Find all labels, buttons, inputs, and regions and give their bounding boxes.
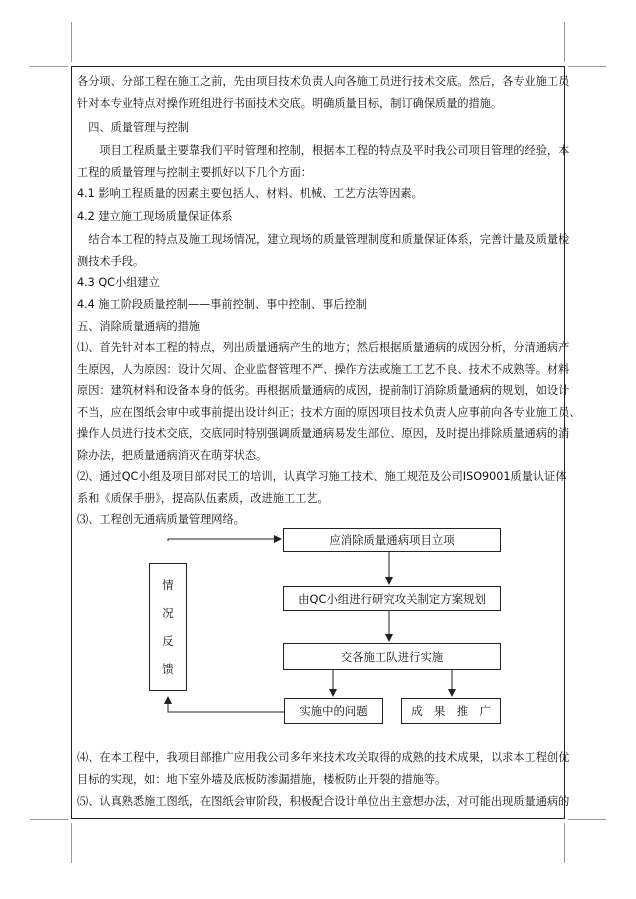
crop-mark-top-right-v — [564, 22, 565, 62]
flow-box-label: 应消除质量通病项目立项 — [329, 533, 455, 547]
crop-mark-bottom-left-v — [71, 823, 72, 863]
feedback-char: 馈 — [162, 662, 174, 676]
flow-box-label: 由QC小组进行研究攻关制定方案规划 — [298, 591, 486, 606]
section-heading-defect-elimination — [77, 316, 565, 338]
text-line: 四、质量管理与控制 — [77, 121, 189, 134]
paragraph-tech-disclosure — [77, 71, 570, 114]
text-line: 不当，应在图纸会审中或事前提出设计纠正；技术方面的原因项目技术负责人应事前向各专业施工员、 — [77, 405, 581, 419]
crop-mark-bottom-right-v — [564, 823, 565, 863]
text-line: 测技术手段。 — [77, 254, 145, 268]
paragraph-quality-system — [77, 229, 570, 272]
flow-box-label: 交各施工队进行实施 — [340, 649, 444, 664]
text-line: 结合本工程的特点及施工现场情况，建立现场的质量管理制度和质量保证体系，完善计量及质量检 — [77, 233, 570, 246]
item-4-2 — [77, 206, 565, 228]
text-line: 五、消除质量通病的措施 — [77, 320, 201, 333]
text-line: 系和《质保手册》，提高队伍素质，改进施工工艺。 — [77, 491, 329, 505]
flow-box-implementation — [283, 643, 501, 670]
feedback-char: 情 — [162, 578, 174, 592]
paragraph-measure-4 — [77, 747, 570, 790]
paragraph-measure-5 — [77, 791, 570, 813]
text-line: 各分项、分部工程在施工之前，先由项目技术负责人向各施工员进行技术交底。然后，各专业施工员 — [77, 75, 570, 88]
crop-mark-top-right-h — [568, 66, 606, 67]
text-line: 4.3 QC小组建立 — [77, 276, 160, 289]
flow-box-problems — [284, 698, 383, 724]
flow-box-label: 实施中的问题 — [299, 704, 368, 718]
text-line: 4.2 建立施工现场质量保证体系 — [77, 210, 233, 223]
text-line: ⑶、工程创无通病质量管理网络。 — [77, 513, 245, 526]
feedback-char: 况 — [162, 606, 174, 620]
feedback-char: 反 — [162, 634, 174, 648]
item-4-1 — [77, 183, 565, 205]
text-line: 原因：建筑材料和设备本身的低劣。再根据质量通病的成因，提前制订消除质量通病的规划，如设计 — [77, 384, 570, 397]
text-line: 4.1 影响工程质量的因素主要包括人、材料、机械、工艺方法等因素。 — [77, 187, 423, 200]
flow-box-label: 成 果 推 广 — [411, 704, 491, 718]
text-line: 除办法，把质量通病消灭在萌芽状态。 — [77, 448, 268, 462]
text-line: 生原因，人为原因：设计欠周、企业监督管理不严、操作方法或施工工艺不良、技术不成熟等。材料 — [77, 362, 570, 376]
feedback-box — [149, 563, 187, 691]
crop-mark-bottom-right-h — [568, 819, 606, 820]
text-line: 4.4 施工阶段质量控制——事前控制、事中控制、事后控制 — [77, 298, 367, 311]
crop-mark-bottom-left-h — [30, 819, 68, 820]
paragraph-measure-1 — [77, 337, 581, 466]
item-4-4 — [77, 294, 565, 316]
paragraph-measure-2 — [77, 466, 565, 509]
text-line: 目标的实现，如：地下室外墙及底板防渗漏措施，楼板防止开裂的措施等。 — [77, 772, 447, 786]
flow-box-qc-research — [283, 586, 501, 611]
crop-mark-top-left-h — [30, 66, 68, 67]
paragraph-quality-intro — [77, 140, 570, 183]
section-heading-quality-management — [77, 117, 565, 139]
flow-box-project-setup — [283, 528, 501, 552]
text-line: ⑴、首先针对本工程的特点，列出质量通病产生的地方；然后根据质量通病的成因分析，分清通病产 — [77, 341, 570, 354]
text-line: ⑵、通过QC小组及项目部对民工的培训，认真学习施工技术、施工规范及公司ISO9001质量认证体 — [77, 470, 567, 483]
flow-box-promotion — [401, 698, 501, 724]
crop-mark-top-left-v — [71, 22, 72, 62]
text-line: 操作人员进行技术交底，交底同时特别强调质量通病易发生部位、原因，及时提出排除质量通病的消 — [77, 427, 570, 440]
text-line: 项目工程质量主要靠我们平时管理和控制，根据本工程的特点及平时我公司项目管理的经验，本 — [77, 144, 570, 157]
item-4-3 — [77, 272, 565, 294]
text-line: ⑷、在本工程中，我项目部推广应用我公司多年来技术攻关取得的成熟的技术成果，以求本工程创优 — [77, 751, 570, 764]
text-line: 工程的质量管理与控制主要抓好以下几个方面： — [77, 165, 312, 179]
text-line: ⑸、认真熟悉施工图纸，在图纸会审阶段，积极配合设计单位出主意想办法，对可能出现质量通病的 — [77, 795, 570, 808]
text-line: 针对本专业特点对操作班组进行书面技术交底。明确质量目标，制订确保质量的措施。 — [77, 96, 503, 110]
